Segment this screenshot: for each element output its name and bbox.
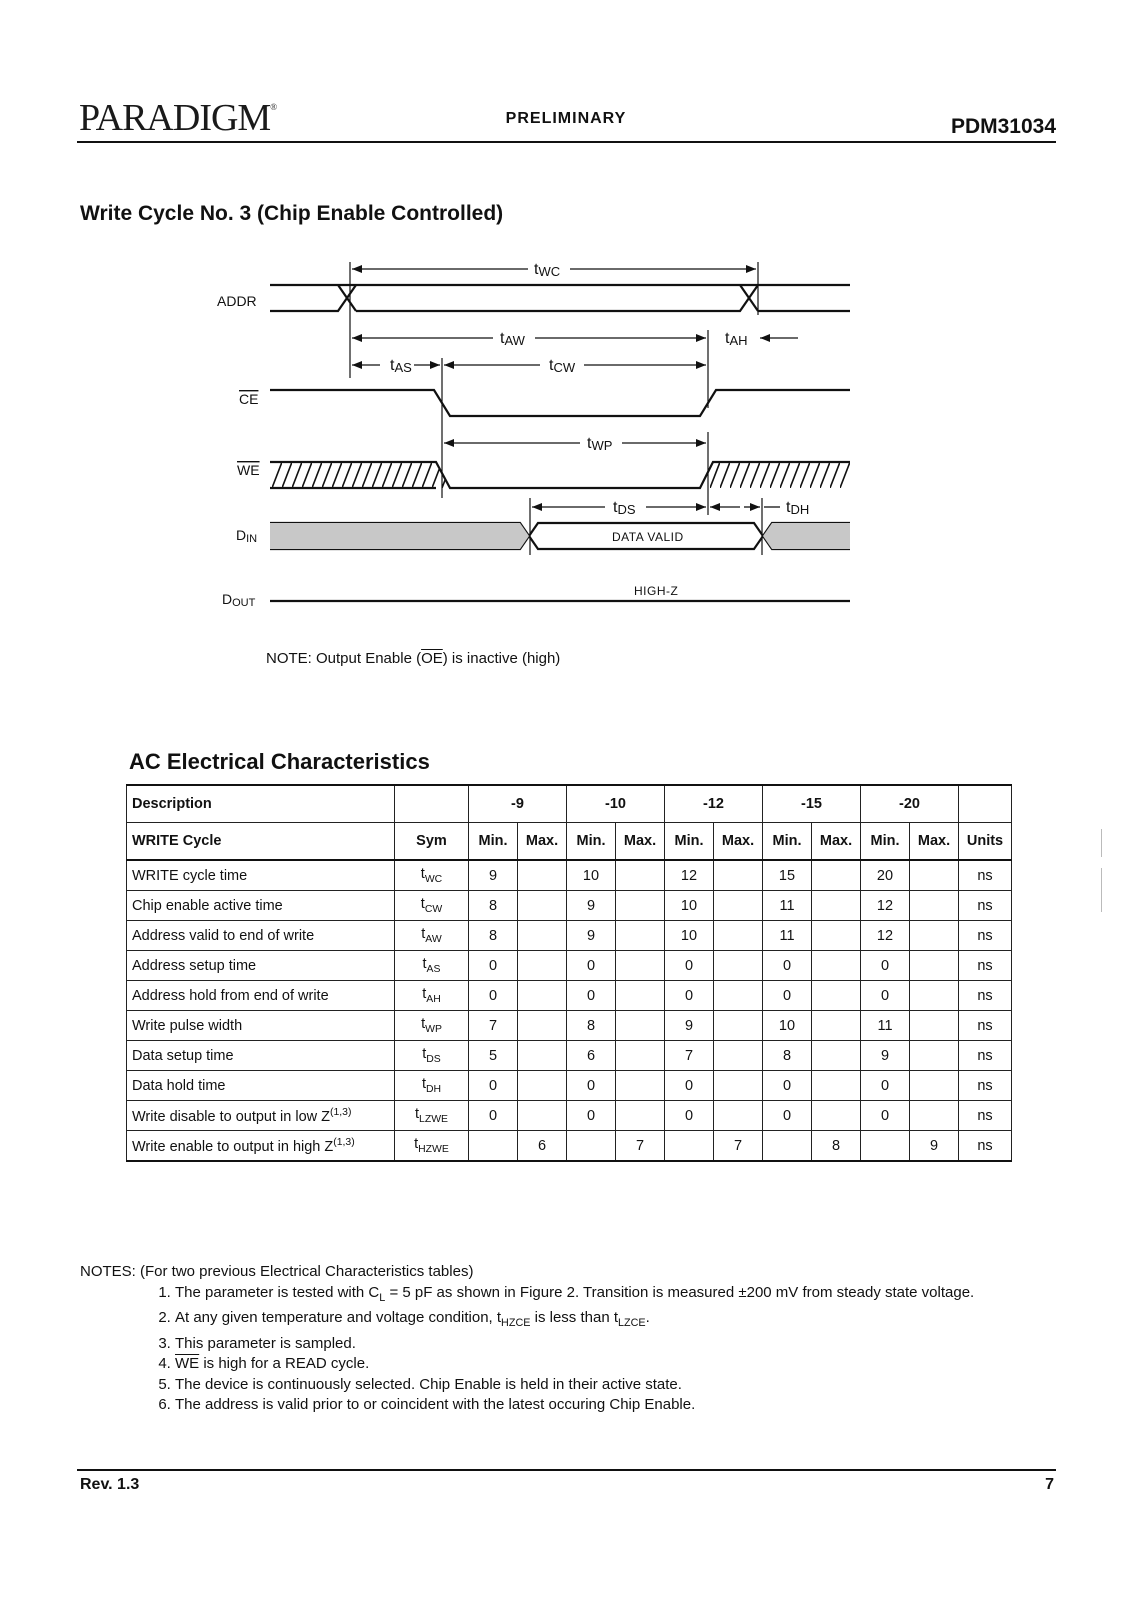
row-unit: ns	[959, 1011, 1012, 1041]
min-header: Min.	[665, 823, 714, 861]
row-value: 0	[665, 1101, 714, 1131]
ce-waveform	[270, 390, 850, 416]
row-value	[812, 1101, 861, 1131]
row-description: Data setup time	[127, 1041, 395, 1071]
row-value: 9	[910, 1131, 959, 1162]
row-value	[812, 1011, 861, 1041]
row-description: Write pulse width	[127, 1011, 395, 1041]
row-value	[714, 921, 763, 951]
max-header: Max.	[616, 823, 665, 861]
row-value	[861, 1131, 910, 1162]
description-header: Description	[127, 785, 395, 823]
row-value: 0	[665, 1071, 714, 1101]
row-value	[812, 1041, 861, 1071]
row-value: 11	[763, 891, 812, 921]
row-value: 0	[763, 951, 812, 981]
row-value	[812, 921, 861, 951]
note-item: 4. $\overline{WE}$ is high for a READ cycle.	[175, 1354, 974, 1375]
table-row	[127, 981, 1012, 1011]
row-unit: ns	[959, 1131, 1012, 1162]
part-number: PDM31034	[950, 115, 1056, 138]
table-row	[127, 1011, 1012, 1041]
row-value: 5	[469, 1041, 518, 1071]
row-value: 0	[567, 1071, 616, 1101]
row-value	[714, 951, 763, 981]
row-value	[518, 860, 567, 891]
addr-waveform-top	[270, 285, 850, 311]
din-invalid-left	[270, 523, 529, 549]
row-description: Address setup time	[127, 951, 395, 981]
row-description: Address hold from end of write	[127, 981, 395, 1011]
note-item: 5. The device is continuously selected. Chip Enable is held in their active state.	[175, 1375, 974, 1396]
row-value: 10	[567, 860, 616, 891]
row-value: 7	[469, 1011, 518, 1041]
row-value: 9	[567, 921, 616, 951]
row-value	[616, 921, 665, 951]
row-value	[616, 860, 665, 891]
row-value	[812, 860, 861, 891]
row-value: 11	[763, 921, 812, 951]
row-value	[910, 1041, 959, 1071]
row-value	[616, 1101, 665, 1131]
row-value: 8	[567, 1011, 616, 1041]
row-unit: ns	[959, 891, 1012, 921]
note-item: 2. At any given temperature and voltage condition, $t_{HZCE}$ is less than $t_{LZCE}$.	[175, 1308, 974, 1334]
row-value: 0	[763, 1101, 812, 1131]
signal-label-addr: ADDR	[217, 293, 257, 309]
data-valid-label: DATA VALID	[612, 530, 684, 544]
row-unit: ns	[959, 1071, 1012, 1101]
max-header: Max.	[812, 823, 861, 861]
row-description: Chip enable active time	[127, 891, 395, 921]
row-symbol: $t_{LZWE}$	[395, 1101, 469, 1131]
row-value	[714, 1011, 763, 1041]
table-row	[127, 921, 1012, 951]
note-item: 1. The parameter is tested with $C_L = 5$ pF as shown in Figure 2. Transition is measured ±200 mV from steady state voltage.	[175, 1283, 974, 1309]
row-value: 7	[714, 1131, 763, 1162]
row-description: WRITE cycle time	[127, 860, 395, 891]
row-value	[714, 981, 763, 1011]
we-dont-care-right	[700, 462, 850, 488]
grade-header: -20	[861, 785, 959, 823]
sym-header-spacer	[395, 785, 469, 823]
row-value: 12	[861, 921, 910, 951]
document-status: PRELIMINARY	[505, 110, 627, 127]
row-value	[714, 1041, 763, 1071]
row-value: 0	[469, 981, 518, 1011]
row-value: 9	[665, 1011, 714, 1041]
tds-label: tDS	[613, 499, 636, 517]
row-value: 10	[665, 891, 714, 921]
notes-heading: NOTES: (For two previous Electrical Characteristics tables)	[80, 1263, 474, 1280]
row-value	[567, 1131, 616, 1162]
row-value	[518, 1011, 567, 1041]
row-value	[518, 921, 567, 951]
row-value	[910, 981, 959, 1011]
row-symbol: $t_{AH}$	[395, 981, 469, 1011]
max-header: Max.	[714, 823, 763, 861]
row-value	[518, 1041, 567, 1071]
row-symbol: $t_{CW}$	[395, 891, 469, 921]
row-unit: ns	[959, 981, 1012, 1011]
row-symbol: $t_{HZWE}$	[395, 1131, 469, 1162]
row-value: 7	[616, 1131, 665, 1162]
row-unit: ns	[959, 921, 1012, 951]
row-value: 9	[567, 891, 616, 921]
min-header: Min.	[567, 823, 616, 861]
table-row	[127, 951, 1012, 981]
ac-characteristics-table	[126, 784, 1012, 1162]
row-value: 0	[469, 951, 518, 981]
we-dont-care-left	[272, 462, 450, 488]
units-header: Units	[959, 823, 1012, 861]
row-description: Address valid to end of write	[127, 921, 395, 951]
tah-label: tAH	[725, 330, 748, 348]
table-row	[127, 1101, 1012, 1131]
row-value	[616, 981, 665, 1011]
row-value	[812, 951, 861, 981]
row-value: 0	[763, 1071, 812, 1101]
note-item: 6. The address is valid prior to or coincident with the latest occuring Chip Enable.	[175, 1395, 974, 1416]
diagram-title: Write Cycle No. 3 (Chip Enable Controlled)	[80, 202, 504, 225]
margin-mark	[1101, 829, 1102, 857]
row-value: 0	[665, 981, 714, 1011]
row-unit: ns	[959, 860, 1012, 891]
taw-label: tAW	[500, 330, 525, 348]
row-value: 11	[861, 1011, 910, 1041]
sym-header: Sym	[395, 823, 469, 861]
row-value: 7	[665, 1041, 714, 1071]
row-unit: ns	[959, 1041, 1012, 1071]
row-value	[812, 1071, 861, 1101]
row-value: 8	[812, 1131, 861, 1162]
row-value	[763, 1131, 812, 1162]
row-value	[616, 891, 665, 921]
row-value	[616, 1011, 665, 1041]
row-value: 0	[763, 981, 812, 1011]
row-value: 0	[665, 951, 714, 981]
row-symbol: $t_{DH}$	[395, 1071, 469, 1101]
row-value	[812, 891, 861, 921]
row-value: 8	[469, 891, 518, 921]
units-header-spacer	[959, 785, 1012, 823]
row-value: 10	[763, 1011, 812, 1041]
row-value	[518, 981, 567, 1011]
row-value	[616, 951, 665, 981]
row-symbol: $t_{AW}$	[395, 921, 469, 951]
row-value	[714, 891, 763, 921]
signal-label-we: WE	[237, 462, 260, 478]
row-symbol: $t_{WC}$	[395, 860, 469, 891]
row-value: 0	[567, 981, 616, 1011]
row-value: 20	[861, 860, 910, 891]
row-value: 0	[469, 1071, 518, 1101]
max-header: Max.	[518, 823, 567, 861]
grade-header: -10	[567, 785, 665, 823]
table-row	[127, 891, 1012, 921]
row-value	[714, 1071, 763, 1101]
row-value	[910, 1011, 959, 1041]
high-z-label: HIGH-Z	[634, 584, 679, 598]
din-invalid-right	[763, 523, 850, 549]
paradigm-logo: PARADIGM®	[79, 97, 277, 139]
row-value: 12	[861, 891, 910, 921]
row-value	[518, 951, 567, 981]
margin-mark	[1101, 868, 1102, 912]
notes-section	[80, 1262, 974, 1416]
twc-label: tWC	[534, 261, 561, 279]
row-value	[714, 860, 763, 891]
row-value: 0	[861, 1071, 910, 1101]
addr-waveform-bottom	[270, 285, 850, 311]
row-value	[518, 1071, 567, 1101]
row-description: Data hold time	[127, 1071, 395, 1101]
row-value: 8	[469, 921, 518, 951]
signal-label-ce: CE	[239, 391, 259, 407]
write-cycle-header: WRITE Cycle	[127, 823, 395, 861]
row-value: 15	[763, 860, 812, 891]
row-value	[812, 981, 861, 1011]
row-value	[910, 860, 959, 891]
row-value: 8	[763, 1041, 812, 1071]
table-row	[127, 860, 1012, 891]
row-value	[910, 1101, 959, 1131]
row-unit: ns	[959, 951, 1012, 981]
row-value	[469, 1131, 518, 1162]
row-description: Write disable to output in low Z$^{(1,3)}$	[127, 1101, 395, 1131]
grade-header: -12	[665, 785, 763, 823]
row-value: 6	[567, 1041, 616, 1071]
row-value: 0	[861, 1101, 910, 1131]
min-header: Min.	[861, 823, 910, 861]
row-symbol: $t_{DS}$	[395, 1041, 469, 1071]
tcw-label: tCW	[549, 357, 576, 375]
row-symbol: $t_{AS}$	[395, 951, 469, 981]
signal-label-din: DIN	[236, 527, 258, 545]
row-value: 6	[518, 1131, 567, 1162]
row-value: 0	[567, 1101, 616, 1131]
min-header: Min.	[469, 823, 518, 861]
signal-label-dout: DOUT	[222, 591, 256, 609]
note-item: 3. This parameter is sampled.	[175, 1334, 974, 1355]
write-cycle-timing-diagram	[0, 240, 1132, 640]
row-value: 12	[665, 860, 714, 891]
page-number: 7	[1045, 1476, 1054, 1493]
footer-rule	[77, 1469, 1056, 1471]
ac-table-title: AC Electrical Characteristics	[129, 749, 430, 774]
row-value: 0	[567, 951, 616, 981]
table-row	[127, 1131, 1012, 1162]
row-value	[910, 921, 959, 951]
diagram-note: NOTE: Output Enable $(\overline{OE})$ is inactive (high)	[266, 650, 561, 667]
max-header: Max.	[910, 823, 959, 861]
revision: Rev. 1.3	[80, 1476, 140, 1493]
row-value	[910, 891, 959, 921]
row-value	[714, 1101, 763, 1131]
row-value	[518, 1101, 567, 1131]
row-value	[616, 1041, 665, 1071]
row-unit: ns	[959, 1101, 1012, 1131]
row-value: 0	[469, 1101, 518, 1131]
row-description: Write enable to output in high Z$^{(1,3)}$	[127, 1131, 395, 1162]
min-header: Min.	[763, 823, 812, 861]
row-value: 0	[861, 951, 910, 981]
table-row	[127, 1071, 1012, 1101]
grade-header: -15	[763, 785, 861, 823]
tdh-label: tDH	[786, 499, 810, 517]
row-value	[616, 1071, 665, 1101]
row-value	[518, 891, 567, 921]
twp-label: tWP	[587, 435, 613, 453]
row-value: 9	[861, 1041, 910, 1071]
row-value	[665, 1131, 714, 1162]
row-symbol: $t_{WP}$	[395, 1011, 469, 1041]
row-value: 9	[469, 860, 518, 891]
header-rule	[77, 141, 1056, 143]
row-value	[910, 951, 959, 981]
row-value: 0	[861, 981, 910, 1011]
tas-label: tAS	[390, 357, 412, 375]
row-value	[910, 1071, 959, 1101]
row-value: 10	[665, 921, 714, 951]
grade-header: -9	[469, 785, 567, 823]
table-row	[127, 1041, 1012, 1071]
